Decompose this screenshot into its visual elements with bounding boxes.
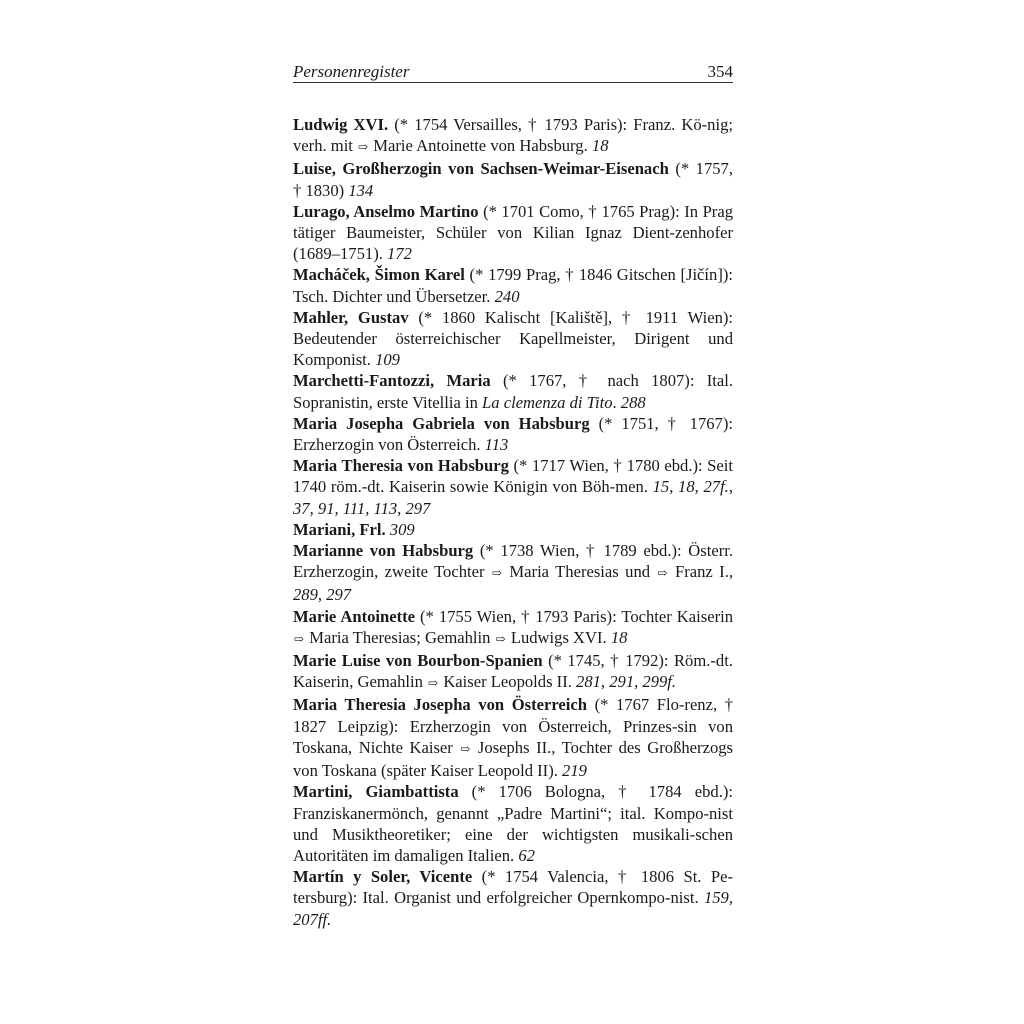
entry-page-numbers: 219 [562,761,587,781]
entry-page-numbers: 289, 297 [293,585,352,605]
entry-name: Maria Theresia von Habsburg [293,456,509,476]
entry-description: (* 1717 Wien, † 1780 ebd.): Seit 1740 röm.-dt. Kaiserin sowie Königin von Böh-men. [293,456,733,497]
entry-name: Lurago, Anselmo Martino [293,201,479,221]
entry-description: Maria Theresias und [503,562,657,582]
entry-page-numbers: 309 [389,519,415,539]
register-list [293,114,733,930]
entry-page-numbers: 134 [348,180,374,200]
entry-name: Macháček, Šimon Karel [293,265,465,285]
register-entry [293,455,733,519]
cross-reference-arrow-icon: ⇨ [491,566,502,581]
register-entry [293,694,733,781]
register-entry [293,201,733,265]
cross-reference-arrow-icon: ⇨ [460,741,471,756]
entry-description: (* 1755 Wien, † 1793 Paris): Tochter Kaiserin [415,606,734,626]
page-header [293,58,733,83]
entry-page-numbers: 288 [620,392,646,412]
cross-reference-arrow-icon: ⇨ [657,566,668,581]
register-entry [293,519,733,540]
entry-page-numbers: 113 [484,435,509,455]
entry-work-title: La clemenza di Tito [482,392,613,412]
entry-page-numbers: 18 [610,627,628,647]
entry-page-numbers: 18 [591,136,609,156]
register-entry [293,650,733,694]
entry-description: Ludwigs XVI. [506,627,611,647]
page-number: 354 [707,62,733,81]
entry-description: (* 1738 Wien, † 1789 ebd.): Österr. Erzherzogin, zweite Tochter [293,541,733,582]
entry-description: (* 1751, † 1767): Erzherzogin von Österreich. [293,413,733,455]
entry-page-numbers: 62 [518,845,535,865]
running-head-title: Personenregister [293,62,410,81]
entry-page-numbers: 159, 207ff. [293,888,733,929]
entry-description: (* 1757, † 1830) [293,159,733,200]
register-entry [293,370,733,412]
register-entry [293,413,733,455]
register-entry [293,264,733,306]
entry-name: Marie Antoinette [293,606,416,626]
entry-description: (* 1701 Como, † 1765 Prag): In Prag tätiger Baumeister, Schüler von Kilian Ignaz Dient-zenhofer (1689–1751). [293,201,733,264]
cross-reference-arrow-icon: ⇨ [428,676,439,691]
entry-name: Martini, Giambattista [293,782,459,802]
entry-description: (* 1754 Valencia, † 1806 St. Pe-tersburg): Ital. Organist und erfolgreicher Opernkompo-nist. [293,867,733,908]
cross-reference-arrow-icon: ⇨ [495,631,506,646]
register-entry [293,540,733,606]
entry-description: Josephs II., Tochter des Großherzogs von Toskana (später Kaiser Leopold II). [293,737,733,781]
entry-description: Franz I., [668,562,733,582]
entry-description: (* 1799 Prag, † 1846 Gitschen [Jičín]): Tsch. Dichter und Übersetzer. [293,265,733,306]
entry-description: Marie Antoinette von Habsburg. [369,136,592,156]
entry-page-numbers: 172 [387,244,412,264]
entry-name: Ludwig XVI. [293,115,389,134]
cross-reference-arrow-icon: ⇨ [294,631,305,646]
entry-description: (* 1754 Versailles, † 1793 Paris): Franz. Kö-nig; verh. mit [293,115,733,156]
entry-name: Marianne von Habsburg [293,541,474,561]
entry-description: (* 1860 Kalischt [Kaliště], † 1911 Wien): Bedeutender österreichischer Kapellmeister, Dirigent und Komponist. [293,307,733,370]
entry-name: Luise, Großherzogin von Sachsen-Weimar-Eisenach [293,159,669,179]
entry-page-numbers: 281, 291, 299f. [576,672,677,692]
register-entry [293,158,733,200]
entry-description: (* 1706 Bologna, † 1784 ebd.): Franziskanermönch, genannt „Padre Martini“; ital. Kompo-nist und Musiktheoretiker; eine der wichtigsten musikali-schen Autoritäten im damaligen Italien. [293,782,734,865]
register-entry [293,114,733,158]
entry-name: Marie Luise von Bourbon-Spanien [293,651,543,671]
register-entry [293,606,733,650]
entry-name: Mariani, Frl. [293,519,386,539]
register-entry [293,307,733,371]
entry-description: (* 1767, † nach 1807): Ital. Sopranistin, erste Vitellia in [293,371,733,412]
entry-name: Mahler, Gustav [293,307,409,327]
entry-page-numbers: 109 [375,350,400,370]
entry-description: (* 1745, † 1792): Röm.-dt. Kaiserin, Gemahlin [293,651,733,692]
entry-description: Kaiser Leopolds II. [439,672,577,692]
register-entry [293,781,733,866]
entry-name: Martín y Soler, Vicente [293,867,473,887]
entry-name: Marchetti-Fantozzi, Maria [293,371,491,391]
register-entry [293,866,733,930]
entry-description: . [612,392,621,412]
entry-page-numbers: 15, 18, 27f., 37, 91, 111, 113, 297 [293,477,733,518]
entry-description: (* 1767 Flo-renz, † 1827 Leipzig): Erzherzogin von Österreich, Prinzes-sin von Toskana, Nichte Kaiser [293,695,733,757]
cross-reference-arrow-icon: ⇨ [358,140,369,155]
entry-name: Maria Theresia Josepha von Österreich [293,695,587,715]
entry-name: Maria Josepha Gabriela von Habsburg [293,413,590,433]
entry-page-numbers: 240 [494,286,520,306]
entry-description: Maria Theresias; Gemahlin [305,627,495,647]
